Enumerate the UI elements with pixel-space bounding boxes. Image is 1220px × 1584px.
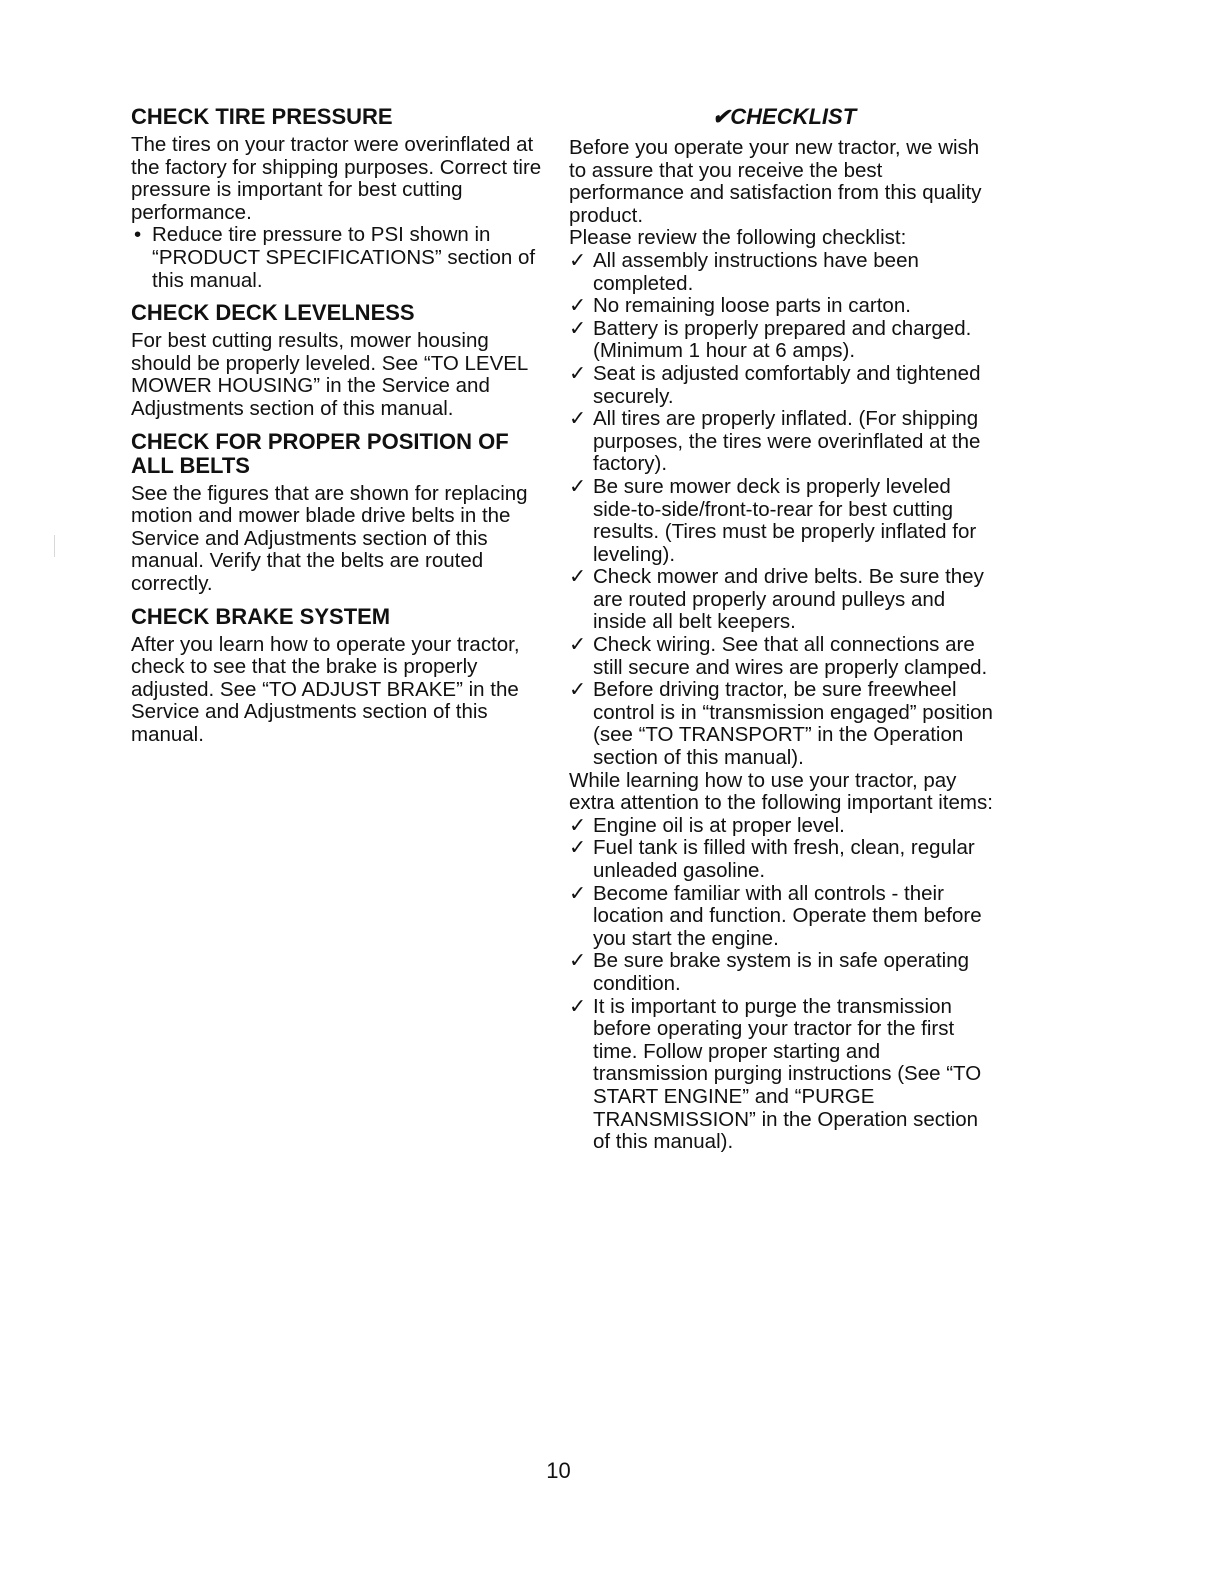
heading-check-belts: CHECK FOR PROPER POSITION OF ALL BELTS: [131, 428, 509, 478]
list-item: ✓ Check wiring. See that all connections are still secure and wires are properly clamped.: [569, 633, 988, 679]
checklist: [569, 250, 999, 770]
bullet-text: Reduce tire pressure to PSI shown in “PRODUCT SPECIFICATIONS” section of this manual.: [152, 223, 536, 292]
checklist-intro: Before you operate your new tractor, we wish to assure that you receive the best performance and satisfaction from this quality product.: [569, 136, 982, 227]
check-icon: ✓: [569, 836, 587, 860]
section-belts: [131, 430, 546, 596]
list-item: ✓ Battery is properly prepared and charged. (Minimum 1 hour at 6 amps).: [569, 316, 972, 363]
check-icon: ✓: [569, 474, 587, 498]
check-icon: ✓: [569, 678, 587, 702]
belts-text: See the figures that are shown for replacing motion and mower blade drive belts in the Service and Adjustments section of this manual. Verify that the belts are routed correctly.: [131, 481, 528, 595]
list-item: ✓ All assembly instructions have been completed.: [569, 248, 919, 295]
list-item: ✓ No remaining loose parts in carton.: [569, 294, 911, 318]
page-number: 10: [546, 1458, 571, 1483]
brake-system-text: After you learn how to operate your tractor, check to see that the brake is properly adjusted. See “TO ADJUST BRAKE” in the Service and Adjustments section of this manual.: [131, 632, 520, 746]
heading-check-brake-system: CHECK BRAKE SYSTEM: [131, 603, 391, 629]
tire-pressure-bullets: [131, 224, 546, 292]
list-item: ✓ All tires are properly inflated. (For shipping purposes, the tires were overinflated at the factory).: [569, 407, 981, 476]
check-icon: ✓: [569, 565, 587, 589]
scan-mark: [54, 535, 55, 557]
list-item: ✓ It is important to purge the transmission before operating your tractor for the first time. Follow proper starting and transmission purging instructions (See “TO START ENGINE” and “PURGE TRANSMISSION” in the Operation section of this manual).: [569, 994, 982, 1154]
heading-check-tire-pressure: CHECK TIRE PRESSURE: [131, 104, 393, 129]
section-deck-levelness: [131, 301, 546, 420]
list-item: ✓ Be sure mower deck is properly leveled side-to-side/front-to-rear for best cutting results. (Tires must be properly inflated for leveling).: [569, 474, 977, 566]
list-item: ✓ Engine oil is at proper level.: [569, 813, 845, 837]
check-icon: ✓: [569, 994, 587, 1018]
list-item: ✓ Fuel tank is filled with fresh, clean, regular unleaded gasoline.: [569, 836, 975, 882]
left-column: [131, 105, 546, 755]
right-column: [569, 105, 999, 1154]
check-icon: ✓: [569, 361, 587, 385]
check-icon: ✓: [569, 949, 587, 973]
important-items-intro: While learning how to use your tractor, pay extra attention to the following important items:: [569, 768, 993, 815]
check-icon: ✓: [569, 248, 587, 272]
list-item: ✓ Before driving tractor, be sure freewheel control is in “transmission engaged” position (see “TO TRANSPORT” in the Operation section of this manual).: [569, 678, 993, 770]
check-icon: ✓: [569, 633, 587, 657]
check-icon: ✓: [569, 316, 587, 340]
deck-levelness-text: For best cutting results, mower housing should be properly leveled. See “TO LEVEL MOWER HOUSING” in the Service and Adjustments section of this manual.: [131, 329, 528, 420]
heading-check-deck-levelness: CHECK DECK LEVELNESS: [131, 300, 415, 326]
bullet-icon: •: [134, 223, 142, 247]
list-item: [131, 224, 546, 292]
check-icon: ✓: [569, 407, 587, 431]
important-items-list: [569, 815, 999, 1154]
check-icon: ✓: [569, 294, 587, 318]
list-item: ✓ Become familiar with all controls - their location and function. Operate them before you start the engine.: [569, 881, 982, 950]
check-icon: ✓: [569, 813, 587, 837]
section-brake-system: [131, 605, 546, 747]
checklist-review: Please review the following checklist:: [569, 226, 907, 250]
list-item: ✓ Seat is adjusted comfortably and tightened securely.: [569, 361, 981, 408]
list-item: ✓ Check mower and drive belts. Be sure they are routed properly around pulleys and inside all belt keepers.: [569, 565, 984, 634]
list-item: ✓ Be sure brake system is in safe operating condition.: [569, 949, 970, 995]
checklist-heading: ✔CHECKLIST: [711, 104, 857, 129]
tire-pressure-text: The tires on your tractor were overinflated at the factory for shipping purposes. Correct tire pressure is important for best cutting performance.: [131, 133, 542, 224]
section-tire-pressure: [131, 105, 546, 292]
check-icon: ✓: [569, 881, 587, 905]
